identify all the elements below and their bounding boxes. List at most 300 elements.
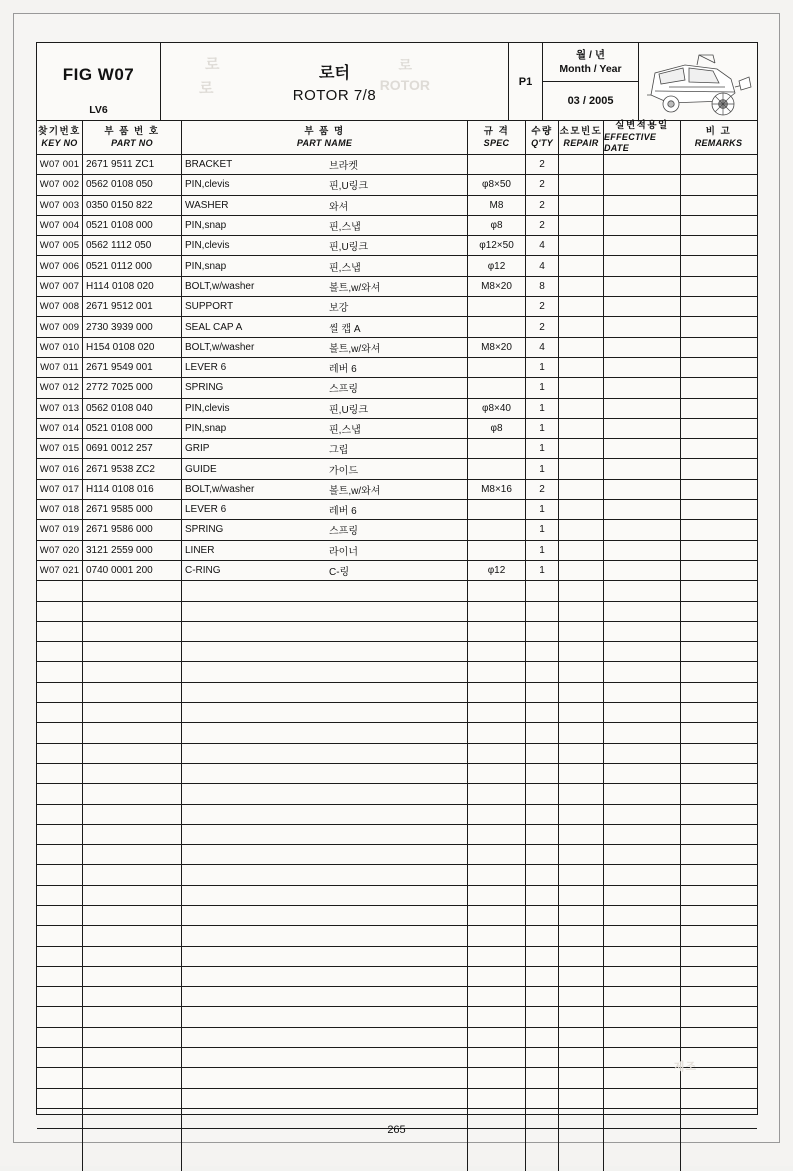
cell-part-no [83, 845, 182, 864]
cell-qty [526, 1068, 559, 1087]
col-part-kr: 부 품 번 호 [104, 125, 160, 137]
cell-spec [468, 642, 526, 661]
cell-effective-date [604, 358, 681, 377]
col-rem-kr: 비 고 [705, 125, 732, 137]
cell-qty: 2 [526, 297, 559, 316]
cell-part-name [182, 561, 468, 580]
cell-repair [559, 723, 604, 742]
cell-spec: φ12 [468, 561, 526, 580]
cell-part-no [83, 1007, 182, 1026]
cell-part-name-en: GUIDE [185, 463, 217, 475]
cell-part-name-en: GRIP [185, 443, 210, 455]
cell-effective-date [604, 1007, 681, 1026]
cell-key-no: W07 013 [37, 399, 83, 418]
cell-spec [468, 1089, 526, 1108]
table-row [37, 378, 757, 398]
cell-part-name-en: LINER [185, 544, 215, 556]
cell-effective-date [604, 520, 681, 539]
table-row [37, 987, 757, 1007]
cell-part-name [182, 1028, 468, 1047]
cell-part-name [182, 642, 468, 661]
cell-key-no [37, 784, 83, 803]
cell-repair [559, 825, 604, 844]
cell-repair [559, 439, 604, 458]
cell-spec: φ12×50 [468, 236, 526, 255]
cell-repair [559, 581, 604, 600]
table-row [37, 825, 757, 845]
cell-part-name-en: SEAL CAP A [185, 321, 243, 333]
cell-effective-date [604, 723, 681, 742]
cell-part-no: 0562 0108 040 [83, 399, 182, 418]
cell-effective-date [604, 926, 681, 945]
cell-spec [468, 358, 526, 377]
cell-remarks [681, 703, 756, 722]
cell-effective-date [604, 886, 681, 905]
cell-repair [559, 1028, 604, 1047]
cell-part-name [182, 886, 468, 905]
cell-effective-date [604, 541, 681, 560]
table-row [37, 541, 757, 561]
cell-part-no [83, 744, 182, 763]
cell-part-name-en: PIN,snap [185, 220, 227, 232]
col-eff-en: EFFECTIVE DATE [604, 132, 657, 154]
machine-illustration-cell [639, 43, 757, 120]
cell-qty: 2 [526, 216, 559, 235]
table-row [37, 1007, 757, 1027]
cell-remarks [681, 886, 756, 905]
cell-key-no: W07 019 [37, 520, 83, 539]
cell-key-no: W07 001 [37, 155, 83, 174]
col-key-kr: 찾기번호 [38, 125, 81, 137]
cell-key-no [37, 825, 83, 844]
cell-effective-date [604, 845, 681, 864]
cell-repair [559, 764, 604, 783]
table-row [37, 358, 757, 378]
table-row [37, 1048, 757, 1068]
cell-part-no [83, 1089, 182, 1108]
cell-qty: 4 [526, 236, 559, 255]
cell-qty [526, 825, 559, 844]
cell-part-name-en: WASHER [185, 199, 229, 211]
cell-key-no: W07 014 [37, 419, 83, 438]
cell-part-no [83, 926, 182, 945]
parts-catalog-sheet [36, 42, 758, 1115]
level-code: LV6 [89, 104, 108, 116]
table-row [37, 805, 757, 825]
cell-part-name [182, 236, 468, 255]
table-row [37, 602, 757, 622]
cell-remarks [681, 277, 756, 296]
cell-spec [468, 1028, 526, 1047]
column-header-spec [468, 121, 526, 154]
cell-effective-date [604, 581, 681, 600]
cell-effective-date [604, 459, 681, 478]
cell-part-name [182, 338, 468, 357]
cell-remarks [681, 683, 756, 702]
cell-effective-date [604, 703, 681, 722]
cell-part-name [182, 662, 468, 681]
cell-qty [526, 967, 559, 986]
cell-key-no: W07 003 [37, 196, 83, 215]
cell-repair [559, 155, 604, 174]
cell-remarks [681, 845, 756, 864]
cell-spec [468, 541, 526, 560]
table-row [37, 439, 757, 459]
cell-qty: 1 [526, 419, 559, 438]
cell-repair [559, 886, 604, 905]
cell-spec [468, 622, 526, 641]
cell-part-name [182, 1007, 468, 1026]
cell-part-no [83, 906, 182, 925]
cell-part-name [182, 926, 468, 945]
cell-spec [468, 683, 526, 702]
cell-qty: 4 [526, 338, 559, 357]
cell-part-no [83, 805, 182, 824]
cell-key-no: W07 009 [37, 317, 83, 336]
cell-part-name [182, 520, 468, 539]
cell-remarks [681, 642, 756, 661]
ghost-text-1: 로 [205, 56, 220, 73]
cell-repair [559, 642, 604, 661]
cell-part-no: 0521 0108 000 [83, 419, 182, 438]
cell-key-no [37, 1048, 83, 1067]
table-row [37, 155, 757, 175]
cell-part-name-kr: 그립 [329, 445, 349, 457]
cell-repair [559, 236, 604, 255]
cell-key-no [37, 886, 83, 905]
cell-spec [468, 967, 526, 986]
cell-key-no [37, 622, 83, 641]
cell-qty: 1 [526, 541, 559, 560]
cell-key-no: W07 004 [37, 216, 83, 235]
cell-effective-date [604, 317, 681, 336]
cell-part-name [182, 825, 468, 844]
cell-repair [559, 987, 604, 1006]
cell-remarks [681, 459, 756, 478]
cell-part-no: 2730 3939 000 [83, 317, 182, 336]
cell-qty: 8 [526, 277, 559, 296]
cell-key-no [37, 1068, 83, 1087]
cell-part-no [83, 723, 182, 742]
cell-spec [468, 947, 526, 966]
cell-effective-date [604, 805, 681, 824]
cell-spec [468, 602, 526, 621]
cell-part-no: 2671 9586 000 [83, 520, 182, 539]
table-row [37, 865, 757, 885]
cell-remarks [681, 622, 756, 641]
cell-part-no [83, 662, 182, 681]
cell-part-no: 0562 1112 050 [83, 236, 182, 255]
cell-remarks [681, 1028, 756, 1047]
cell-qty: 2 [526, 480, 559, 499]
cell-qty: 1 [526, 378, 559, 397]
cell-repair [559, 662, 604, 681]
cell-part-name [182, 845, 468, 864]
table-row [37, 642, 757, 662]
cell-repair [559, 256, 604, 275]
cell-effective-date [604, 865, 681, 884]
table-row [37, 338, 757, 358]
cell-spec [468, 987, 526, 1006]
cell-effective-date [604, 256, 681, 275]
cell-part-name [182, 703, 468, 722]
cell-effective-date [604, 500, 681, 519]
table-row [37, 236, 757, 256]
table-row [37, 622, 757, 642]
cell-effective-date [604, 825, 681, 844]
cell-part-name-kr: 가이드 [329, 465, 358, 477]
cell-remarks [681, 784, 756, 803]
cell-key-no [37, 683, 83, 702]
cell-effective-date [604, 622, 681, 641]
cell-spec [468, 906, 526, 925]
cell-qty: 2 [526, 175, 559, 194]
table-row [37, 561, 757, 581]
cell-part-name [182, 500, 468, 519]
cell-spec [468, 744, 526, 763]
cell-spec [468, 581, 526, 600]
cell-remarks [681, 338, 756, 357]
table-row [37, 175, 757, 195]
cell-part-no [83, 987, 182, 1006]
cell-spec [468, 439, 526, 458]
table-row [37, 926, 757, 946]
cell-effective-date [604, 480, 681, 499]
title-korean: 로터 [319, 64, 350, 82]
cell-spec [468, 865, 526, 884]
cell-effective-date [604, 967, 681, 986]
cell-repair [559, 297, 604, 316]
cell-part-name [182, 399, 468, 418]
table-row [37, 703, 757, 723]
table-column-header [37, 121, 757, 155]
table-row [37, 764, 757, 784]
cell-effective-date [604, 947, 681, 966]
cell-effective-date [604, 236, 681, 255]
cell-repair [559, 865, 604, 884]
cell-effective-date [604, 662, 681, 681]
cell-part-name [182, 1048, 468, 1067]
cell-part-name-en: SUPPORT [185, 301, 234, 313]
cell-remarks [681, 967, 756, 986]
table-row [37, 480, 757, 500]
cell-qty: 1 [526, 561, 559, 580]
cell-remarks [681, 196, 756, 215]
col-eff-kr: 실변적용일 [615, 120, 669, 132]
table-row [37, 500, 757, 520]
cell-effective-date [604, 196, 681, 215]
cell-qty [526, 987, 559, 1006]
table-row [37, 256, 757, 276]
cell-part-name-kr: 브라켓 [329, 161, 358, 173]
cell-qty: 1 [526, 358, 559, 377]
cell-qty [526, 723, 559, 742]
cell-part-no [83, 967, 182, 986]
cell-key-no: W07 005 [37, 236, 83, 255]
cell-qty: 2 [526, 317, 559, 336]
cell-key-no: W07 006 [37, 256, 83, 275]
cell-effective-date [604, 784, 681, 803]
cell-repair [559, 1048, 604, 1067]
cell-part-name [182, 744, 468, 763]
cell-key-no [37, 744, 83, 763]
cell-part-name-kr: 보강 [329, 303, 349, 315]
cell-qty: 1 [526, 520, 559, 539]
cell-part-name [182, 805, 468, 824]
cell-part-name [182, 723, 468, 742]
cell-spec [468, 155, 526, 174]
cell-repair [559, 196, 604, 215]
cell-remarks [681, 358, 756, 377]
cell-part-name [182, 480, 468, 499]
cell-qty [526, 886, 559, 905]
cell-repair [559, 845, 604, 864]
cell-part-name-en: PIN,clevis [185, 240, 230, 252]
cell-repair [559, 358, 604, 377]
cell-qty [526, 784, 559, 803]
cell-key-no [37, 947, 83, 966]
col-key-en: KEY NO [41, 137, 78, 148]
cell-effective-date [604, 906, 681, 925]
cell-qty [526, 622, 559, 641]
cell-part-name [182, 906, 468, 925]
cell-part-no: 2671 9538 ZC2 [83, 459, 182, 478]
cell-effective-date [604, 987, 681, 1006]
cell-remarks [681, 662, 756, 681]
col-rem-en: REMARKS [694, 137, 743, 148]
cell-part-name-kr: 핀,스냅 [329, 262, 361, 274]
cell-key-no: W07 015 [37, 439, 83, 458]
page-number: 265 [387, 1124, 406, 1136]
cell-qty [526, 683, 559, 702]
cell-key-no: W07 017 [37, 480, 83, 499]
cell-effective-date [604, 216, 681, 235]
cell-part-name [182, 581, 468, 600]
cell-repair [559, 520, 604, 539]
cell-key-no [37, 967, 83, 986]
cell-part-no: 0740 0001 200 [83, 561, 182, 580]
cell-part-name-kr: 핀,U링크 [329, 404, 368, 416]
column-header-part-name [182, 121, 468, 154]
cell-part-name-en: BOLT,w/washer [185, 341, 255, 353]
table-row [37, 845, 757, 865]
cell-effective-date [604, 744, 681, 763]
cell-repair [559, 216, 604, 235]
cell-key-no [37, 703, 83, 722]
cell-part-name-kr: 핀,스냅 [329, 222, 361, 234]
cell-part-name [182, 947, 468, 966]
cell-qty [526, 926, 559, 945]
cell-part-name [182, 216, 468, 235]
table-row [37, 723, 757, 743]
cell-qty [526, 1028, 559, 1047]
table-row [37, 683, 757, 703]
cell-effective-date [604, 419, 681, 438]
table-row [37, 662, 757, 682]
cell-part-name-kr: 핀,U링크 [329, 242, 368, 254]
table-row [37, 967, 757, 987]
cell-spec [468, 297, 526, 316]
cell-remarks [681, 1007, 756, 1026]
cell-part-no [83, 764, 182, 783]
cell-part-name [182, 602, 468, 621]
cell-part-name [182, 155, 468, 174]
cell-repair [559, 622, 604, 641]
cell-part-no [83, 1048, 182, 1067]
cell-part-name-kr: 볼트,w/와셔 [329, 343, 381, 355]
cell-effective-date [604, 764, 681, 783]
cell-repair [559, 906, 604, 925]
cell-remarks [681, 500, 756, 519]
cell-repair [559, 602, 604, 621]
col-name-kr: 부 품 명 [304, 125, 345, 137]
cell-key-no [37, 642, 83, 661]
cell-qty [526, 1048, 559, 1067]
cell-part-no: H154 0108 020 [83, 338, 182, 357]
cell-part-name [182, 683, 468, 702]
cell-effective-date [604, 297, 681, 316]
cell-spec: φ8×40 [468, 399, 526, 418]
cell-remarks [681, 419, 756, 438]
cell-qty [526, 602, 559, 621]
cell-part-name-en: BRACKET [185, 159, 233, 171]
cell-remarks [681, 906, 756, 925]
cell-qty: 4 [526, 256, 559, 275]
cell-effective-date [604, 399, 681, 418]
table-row [37, 1068, 757, 1088]
cell-repair [559, 1089, 604, 1108]
page-label-cell: P1 [509, 43, 543, 120]
cell-part-no [83, 703, 182, 722]
cell-repair [559, 541, 604, 560]
cell-spec [468, 926, 526, 945]
cell-spec [468, 703, 526, 722]
cell-qty [526, 1007, 559, 1026]
cell-effective-date [604, 561, 681, 580]
cell-part-no [83, 642, 182, 661]
cell-remarks [681, 987, 756, 1006]
cell-spec [468, 886, 526, 905]
ghost-text-3: 로 [398, 57, 412, 73]
cell-remarks [681, 744, 756, 763]
cell-spec [468, 1048, 526, 1067]
cell-qty [526, 764, 559, 783]
cell-part-name-en: C-RING [185, 565, 221, 577]
cell-key-no [37, 1007, 83, 1026]
cell-key-no [37, 1028, 83, 1047]
cell-part-no: 2671 9585 000 [83, 500, 182, 519]
cell-key-no: W07 007 [37, 277, 83, 296]
cell-key-no [37, 865, 83, 884]
cell-part-name-en: PIN,snap [185, 423, 227, 434]
cell-spec [468, 784, 526, 803]
cell-remarks [681, 155, 756, 174]
title-english: ROTOR 7/8 [292, 86, 377, 104]
cell-part-name [182, 256, 468, 275]
cell-part-no [83, 784, 182, 803]
cell-key-no [37, 845, 83, 864]
cell-part-name [182, 784, 468, 803]
cell-repair [559, 561, 604, 580]
table-row [37, 399, 757, 419]
cell-part-name [182, 439, 468, 458]
col-repair-kr: 소모빈도 [559, 125, 603, 137]
cell-part-name-kr: 레버 6 [329, 506, 357, 518]
cell-remarks [681, 764, 756, 783]
cell-spec [468, 805, 526, 824]
cell-part-name [182, 419, 468, 438]
cell-part-name-en: LEVER 6 [185, 504, 227, 516]
